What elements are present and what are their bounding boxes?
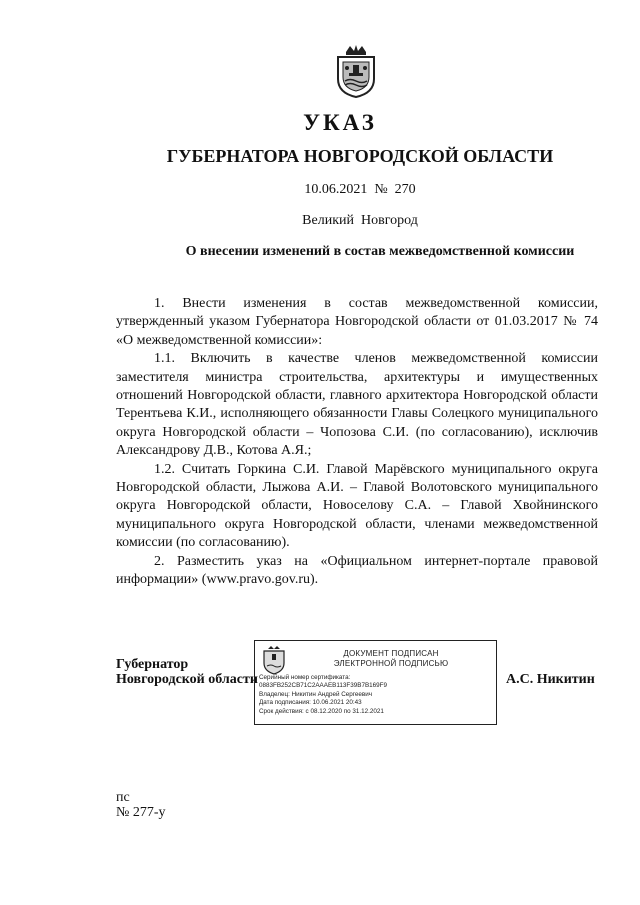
document-body <box>116 295 598 590</box>
city-line: Великий Новгород <box>302 213 418 228</box>
stamp-header <box>291 649 491 669</box>
signatory-position-line-2: Новгородской области <box>116 672 258 687</box>
signatory-position-line-1: Губернатор <box>116 657 189 672</box>
footer-reference <box>116 790 166 820</box>
issuer-title: ГУБЕРНАТОРА НОВГОРОДСКОЙ ОБЛАСТИ <box>166 146 554 166</box>
document-heading: О внесении изменений в состав межведомственной комиссии <box>185 244 575 259</box>
stamp-signing-date: Дата подписания: 10.06.2021 20:43 <box>259 699 362 707</box>
footer-registration-number: № 277-у <box>116 805 166 820</box>
signatory-name: А.С. Никитин <box>506 672 595 687</box>
paragraph-2: 2. Разместить указ на «Официальном интернет-портале правовой информации» (www.pravo.gov.ru). <box>116 553 598 588</box>
electronic-signature-stamp <box>254 640 497 725</box>
stamp-certificate-serial: 0883FB252CB71C2AAAEB113F39B7B169F9 <box>259 682 388 690</box>
footer-initials: пс <box>116 790 130 805</box>
paragraph-1: 1. Внести изменения в состав межведомственной комиссии, утвержденный указом Губернатора Новгородской области от 01.03.2017 № 74 «О межведомственной комиссии»: <box>116 296 598 348</box>
document-type-title: УКАЗ <box>303 110 377 135</box>
stamp-emblem-icon <box>261 645 287 675</box>
date-number-line: 10.06.2021 № 270 <box>304 182 416 197</box>
stamp-header-line-1: ДОКУМЕНТ ПОДПИСАН <box>343 649 439 658</box>
stamp-details <box>259 674 495 716</box>
paragraph-1-2: 1.2. Считать Горкина С.И. Главой Марёвского муниципального округа Новгородской области, Лыжова А.И. – Главой Волотовского муниципального округа Новгородской области, Новоселову С.А. – Главой Хвойнинского муниципального округа Новгородской области, членами межведомственной комиссии (по согласованию). <box>116 461 598 551</box>
stamp-header-line-2: ЭЛЕКТРОННОЙ ПОДПИСЬЮ <box>333 659 449 668</box>
paragraph-1-1: 1.1. Включить в качестве членов межведомственной комиссии заместителя министра строительства, архитектуры и имущественных отношений Новгородской области, главного архитектора Новгородской области Терентьева К.И., исполняющего обязанности Главы Солецкого муниципального округа Новгородской области – Чопозова С.И. (по согласованию), исключив Александрову Д.В., Котова А.Я.; <box>116 351 598 459</box>
signatory-position <box>116 657 258 687</box>
stamp-owner: Владелец: Никитин Андрей Сергеевич <box>259 690 373 698</box>
stamp-validity-period: Срок действия: с 08.12.2020 по 31.12.2021 <box>259 707 384 715</box>
novgorod-coat-of-arms-icon <box>334 43 378 99</box>
stamp-certificate-label: Серийный номер сертификата: <box>259 674 351 681</box>
